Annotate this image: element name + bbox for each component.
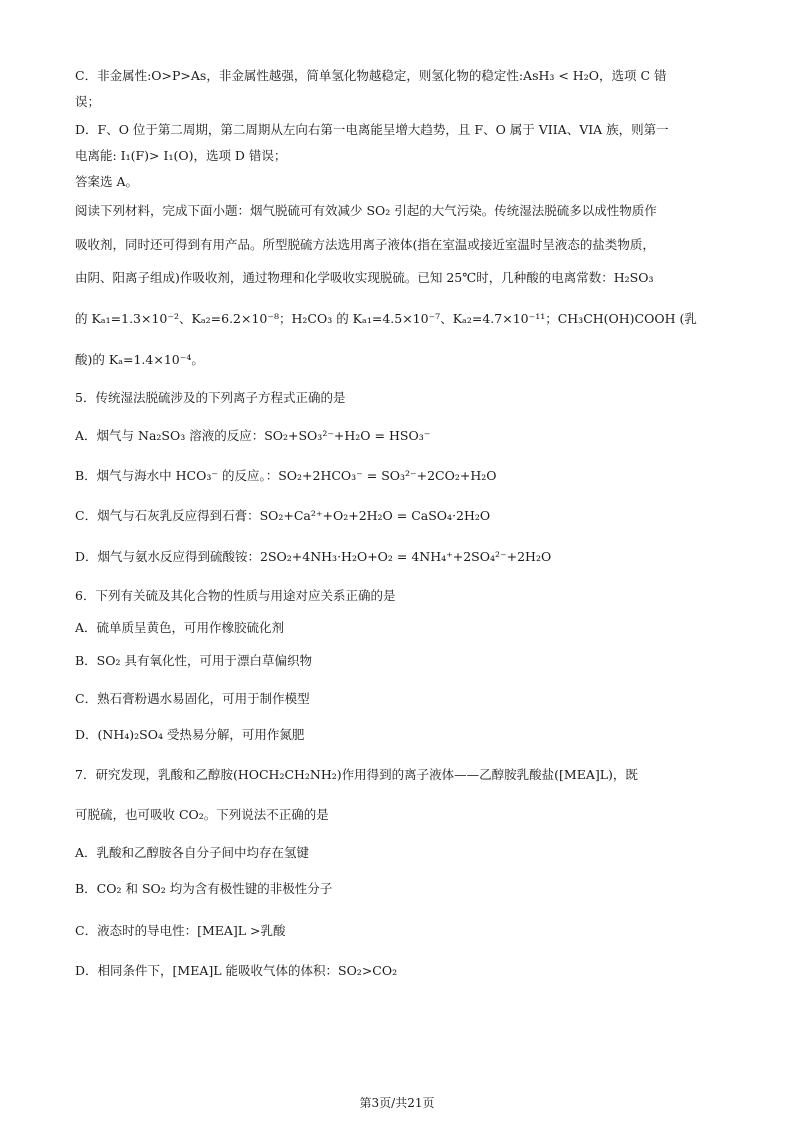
q6-option-d: D．(NH₄)₂SO₄ 受热易分解，可用作氮肥 (75, 727, 305, 742)
q5-option-d: D．烟气与氨水反应得到硫酸铵：2SO₂+4NH₃·H₂O+O₂ = 4NH₄⁺+2SO₄²⁻+2H₂O (75, 549, 552, 564)
q5-option-a: A．烟气与 Na₂SO₃ 溶液的反应：SO₂+SO₃²⁻+H₂O = HSO₃⁻ (75, 428, 431, 443)
q5-stem: 5．传统湿法脱硫涉及的下列离子方程式正确的是 (75, 390, 346, 405)
q6-option-a: A．硫单质呈黄色，可用作橡胶硫化剂 (75, 620, 285, 635)
q7-stem-line1: 7．研究发现，乳酸和乙醇胺(HOCH₂CH₂NH₂)作用得到的离子液体——乙醇胺乳酸盐([MEA]L)，既 (75, 767, 638, 782)
reading-line-4: 的 Kₐ₁=1.3×10⁻²、Kₐ₂=6.2×10⁻⁸；H₂CO₃ 的 Kₐ₁=4.5×10⁻⁷、Kₐ₂=4.7×10⁻¹¹；CH₃CH(OH)COOH (乳 (75, 311, 697, 326)
prev-answer: 答案选 A。 (75, 174, 139, 189)
page-number-footer: 第3页/共21页 (359, 1096, 435, 1110)
prev-option-d-line2: 电离能: I₁(F)> I₁(O)，选项 D 错误； (75, 148, 287, 163)
reading-line-2: 吸收剂，同时还可得到有用产品。所型脱硫方法选用离子液体(指在室温或接近室温时呈液态的盐类物质， (75, 237, 655, 252)
q6-stem: 6．下列有关硫及其化合物的性质与用途对应关系正确的是 (75, 588, 396, 603)
q5-option-c: C．烟气与石灰乳反应得到石膏：SO₂+Ca²⁺+O₂+2H₂O = CaSO₄·2H₂O (75, 508, 491, 523)
q7-option-b: B．CO₂ 和 SO₂ 均为含有极性键的非极性分子 (75, 881, 333, 896)
q6-option-c: C．熟石膏粉遇水易固化，可用于制作模型 (75, 691, 310, 706)
q7-stem-line2: 可脱硫，也可吸收 CO₂。下列说法不正确的是 (75, 807, 329, 822)
reading-line-5: 酸)的 Kₐ=1.4×10⁻⁴。 (75, 352, 204, 367)
reading-line-1: 阅读下列材料，完成下面小题：烟气脱硫可有效减少 SO₂ 引起的大气污染。传统湿法脱硫多以成性物质作 (75, 203, 657, 218)
prev-option-d-line1: D．F、O 位于第二周期，第二周期从左向右第一电离能呈增大趋势，且 F、O 属于 VIIA、VIA 族，则第一 (75, 122, 669, 137)
q7-option-a: A．乳酸和乙醇胺各自分子间中均存在氢键 (75, 845, 310, 860)
prev-option-c-line1: C．非金属性:O>P>As，非金属性越强，简单氢化物越稳定，则氢化物的稳定性:AsH₃ < H₂O，选项 C 错 (75, 68, 667, 83)
q7-option-c: C．液态时的导电性：[MEA]L >乳酸 (75, 923, 286, 938)
q5-option-b: B．烟气与海水中 HCO₃⁻ 的反应。：SO₂+2HCO₃⁻ = SO₃²⁻+2CO₂+H₂O (75, 468, 497, 483)
prev-option-c-line2: 误； (75, 94, 101, 109)
reading-line-3: 由阴、阳离子组成)作吸收剂，通过物理和化学吸收实现脱硫。已知 25℃时，几种酸的电离常数：H₂SO₃ (75, 270, 654, 285)
q7-option-d: D．相同条件下，[MEA]L 能吸收气体的体积：SO₂>CO₂ (75, 963, 398, 978)
q6-option-b: B．SO₂ 具有氧化性，可用于漂白草偏织物 (75, 653, 312, 668)
